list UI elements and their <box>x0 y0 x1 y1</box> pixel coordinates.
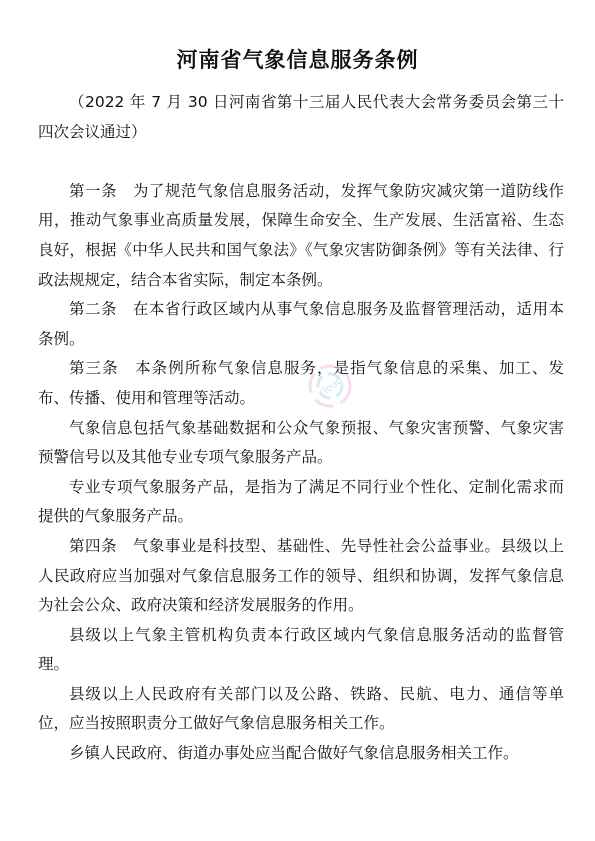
article-4-clause-4: 乡镇人民政府、街道办事处应当配合做好气象信息服务相关工作。 <box>69 744 519 763</box>
article-4-clause-2: 县级以上气象主管机构负责本行政区域内气象信息服务活动的监督管理。 <box>38 625 564 674</box>
article-1-paragraph: 第一条 为了规范气象信息服务活动，发挥气象防灾减灾第一道防线作用，推动气象事业高质量发展，保障生命安全、生产发展、生活富裕、生态良好，根据《中华人民共和国气象法》《气象灾害防御条例》等有关法律、行政法规规定，结合本省实际，制定本条例。 <box>38 181 564 289</box>
document-subtitle: （2022 年 7 月 30 日河南省第十三届人民代表大会常务委员会第三十四次会议通过） <box>38 93 564 141</box>
article-4-paragraph: 第四条 气象事业是科技型、基础性、先导性社会公益事业。县级以上人民政府应当加强对气象信息服务工作的领导、组织和协调，发挥气象信息为社会公众、政府决策和经济发展服务的作用。 <box>38 536 564 615</box>
document-title: 河南省气象信息服务条例 <box>176 48 419 72</box>
article-3-clause-3: 专业专项气象服务产品，是指为了满足不同行业个性化、定制化需求而提供的气象服务产品。 <box>38 477 564 526</box>
article-2-paragraph: 第二条 在本省行政区域内从事气象信息服务及监督管理活动，适用本条例。 <box>38 300 564 348</box>
article-3-paragraph: 第三条 本条例所称气象信息服务，是指气象信息的采集、加工、发布、传播、使用和管理等活动。 <box>38 359 564 407</box>
article-4-clause-3: 县级以上人民政府有关部门以及公路、铁路、民航、电力、通信等单位，应当按照职责分工做好气象信息服务相关工作。 <box>38 684 564 733</box>
article-3-clause-2: 气象信息包括气象基础数据和公众气象预报、气象灾害预警、气象灾害预警信号以及其他专业专项气象服务产品。 <box>38 418 564 467</box>
watermark-text: cloud <box>316 374 346 400</box>
cloud-watermark-icon <box>300 356 360 416</box>
document-body <box>38 88 564 769</box>
